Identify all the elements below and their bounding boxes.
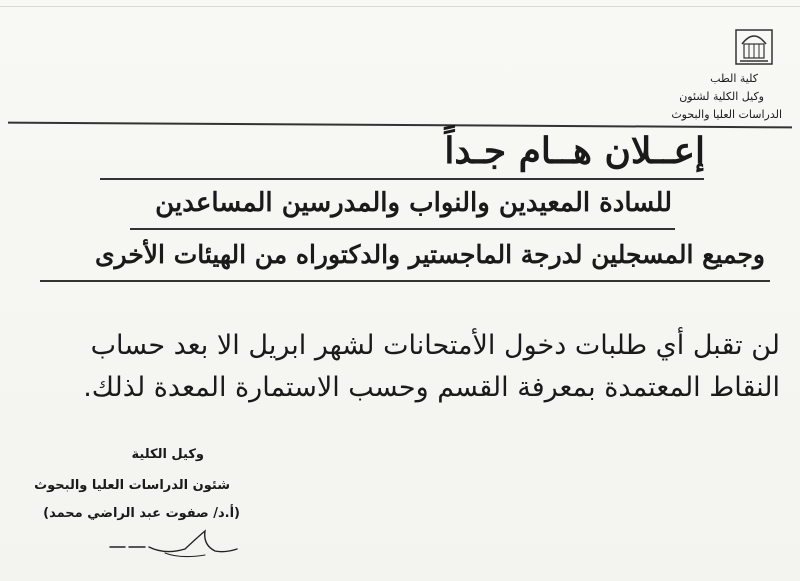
addressee-underline-2 — [40, 280, 770, 282]
university-seal-icon — [732, 24, 776, 68]
vice-dean-title: وكيل الكلية لشئون — [679, 90, 764, 103]
body-text-line-1: لن تقبل أي طلبات دخول الأمتحانات لشهر ابريل الا بعد حساب — [90, 330, 780, 361]
page-top-edge — [0, 6, 800, 7]
vice-dean-department: الدراسات العليا والبحوث — [671, 108, 782, 121]
addressee-line-2: وجميع المسجلين لدرجة الماجستير والدكتوراه من الهيئات الأخرى — [94, 240, 765, 269]
header-divider — [8, 122, 792, 129]
signatory-department: شئون الدراسات العليا والبحوث — [34, 478, 230, 493]
signatory-name: (أ.د/ صفوت عبد الراضي محمد) — [43, 506, 240, 521]
addressee-underline-1 — [130, 228, 675, 230]
signatory-title: وكيل الكلية — [131, 447, 204, 462]
addressee-line-1: للسادة المعيدين والنواب والمدرسين المساعدين — [155, 188, 672, 218]
handwritten-signature — [105, 525, 240, 565]
announcement-title: إعــلان هــام جـداً — [444, 130, 705, 172]
title-underline — [100, 178, 704, 180]
faculty-name: كلية الطب — [710, 72, 758, 85]
body-text-line-2: النقاط المعتمدة بمعرفة القسم وحسب الاستمارة المعدة لذلك. — [83, 372, 780, 403]
